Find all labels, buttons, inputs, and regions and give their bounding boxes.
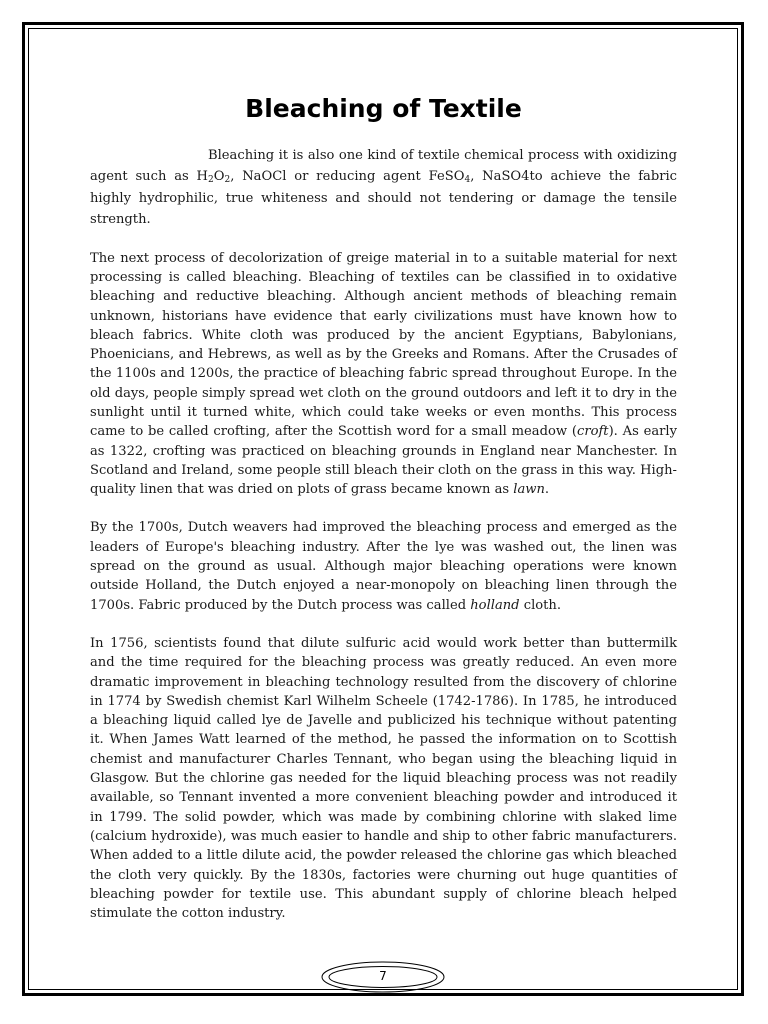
dutch-text-1: By the 1700s, Dutch weavers had improved the bleaching process and emerged as the leaders of Europe's bleaching industry. After the lye was washed out, the linen was spread on the ground as usual. Although major bleaching operations were known outside Holland, the Dutch enjoyed a near-monopoly on bleaching linen through the 1700s. Fabric produced by the Dutch process was called [90, 520, 677, 613]
history-text-3: . [544, 482, 550, 498]
history-text-2: ). As early as 1322, crofting was practiced on bleaching grounds in England near Manchester. In Scotland and Ireland, some people still bleach their cloth on the grass in this way. High-quality linen that was dried on plots of grass became known as [90, 424, 677, 498]
intro-text-2: O [213, 169, 225, 185]
lawn-term: lawn [513, 482, 545, 498]
history-paragraph [90, 249, 677, 500]
document-body [90, 92, 677, 942]
page-number-badge [320, 960, 446, 994]
dutch-paragraph [90, 518, 677, 614]
page-number: 7 [379, 969, 387, 983]
feso4-subscript: 4 [464, 175, 471, 186]
intro-text-3: , NaOCl or reducing agent FeSO [230, 169, 465, 185]
croft-term: croft [576, 424, 609, 440]
intro-text-1: Bleaching it is also one kind of textile chemical process with oxidizing agent such as H [90, 148, 677, 185]
chlorine-paragraph [90, 634, 677, 923]
intro-paragraph [90, 145, 677, 231]
h2o2-subscript-h: 2 [207, 175, 214, 186]
history-text-1: The next process of decolorization of greige material in to a suitable material for next processing is called bleaching. Bleaching of textiles can be classified in to oxidative bleaching and reductive bleaching. Although ancient methods of bleaching remain unknown, historians have evidence that early civilizations must have known how to bleach fabrics. White cloth was produced by the ancient Egyptians, Babylonians, Phoenicians, and Hebrews, as well as by the Greeks and Romans. After the Crusades of the 1100s and 1200s, the practice of bleaching fabric spread throughout Europe. In the old days, people simply spread wet cloth on the ground outdoors and left it to dry in the sunlight until it turned white, which could take weeks or even months. This process came to be called crofting, after the Scottish word for a small meadow ( [90, 250, 677, 440]
dutch-text-2: cloth. [519, 597, 562, 613]
intro-text-4: , NaSO4to achieve the fabric highly hydrophilic, true whiteness and should not tendering or damage the tensile strength. [90, 169, 678, 228]
chlorine-text: In 1756, scientists found that dilute sulfuric acid would work better than buttermilk and the time required for the bleaching process was greatly reduced. An even more dramatic improvement in bleaching technology resulted from the discovery of chlorine in 1774 by Swedish chemist Karl Wilhelm Scheele (1742-1786). In 1785, he introduced a bleaching liquid called lye de Javelle and publicized his technique without patenting it. When James Watt learned of the method, he passed the information on to Scottish chemist and manufacturer Charles Tennant, who began using the bleaching liquid in Glasgow. But the chlorine gas needed for the liquid bleaching process was not readily available, so Tennant invented a more convenient bleaching powder and introduced it in 1799. The solid powder, which was made by combining chlorine with slaked lime (calcium hydroxide), was much easier to handle and ship to other fabric manufacturers. When added to a little dilute acid, the powder released the chlorine gas which bleached the cloth very quickly. By the 1830s, factories were churning out huge quantities of bleaching powder for textile use. This abundant supply of chlorine bleach helped stimulate the cotton industry. [90, 635, 677, 922]
holland-term: holland [470, 597, 520, 613]
page-title: Bleaching of Textile [245, 94, 522, 123]
h2o2-subscript-o: 2 [224, 175, 231, 186]
